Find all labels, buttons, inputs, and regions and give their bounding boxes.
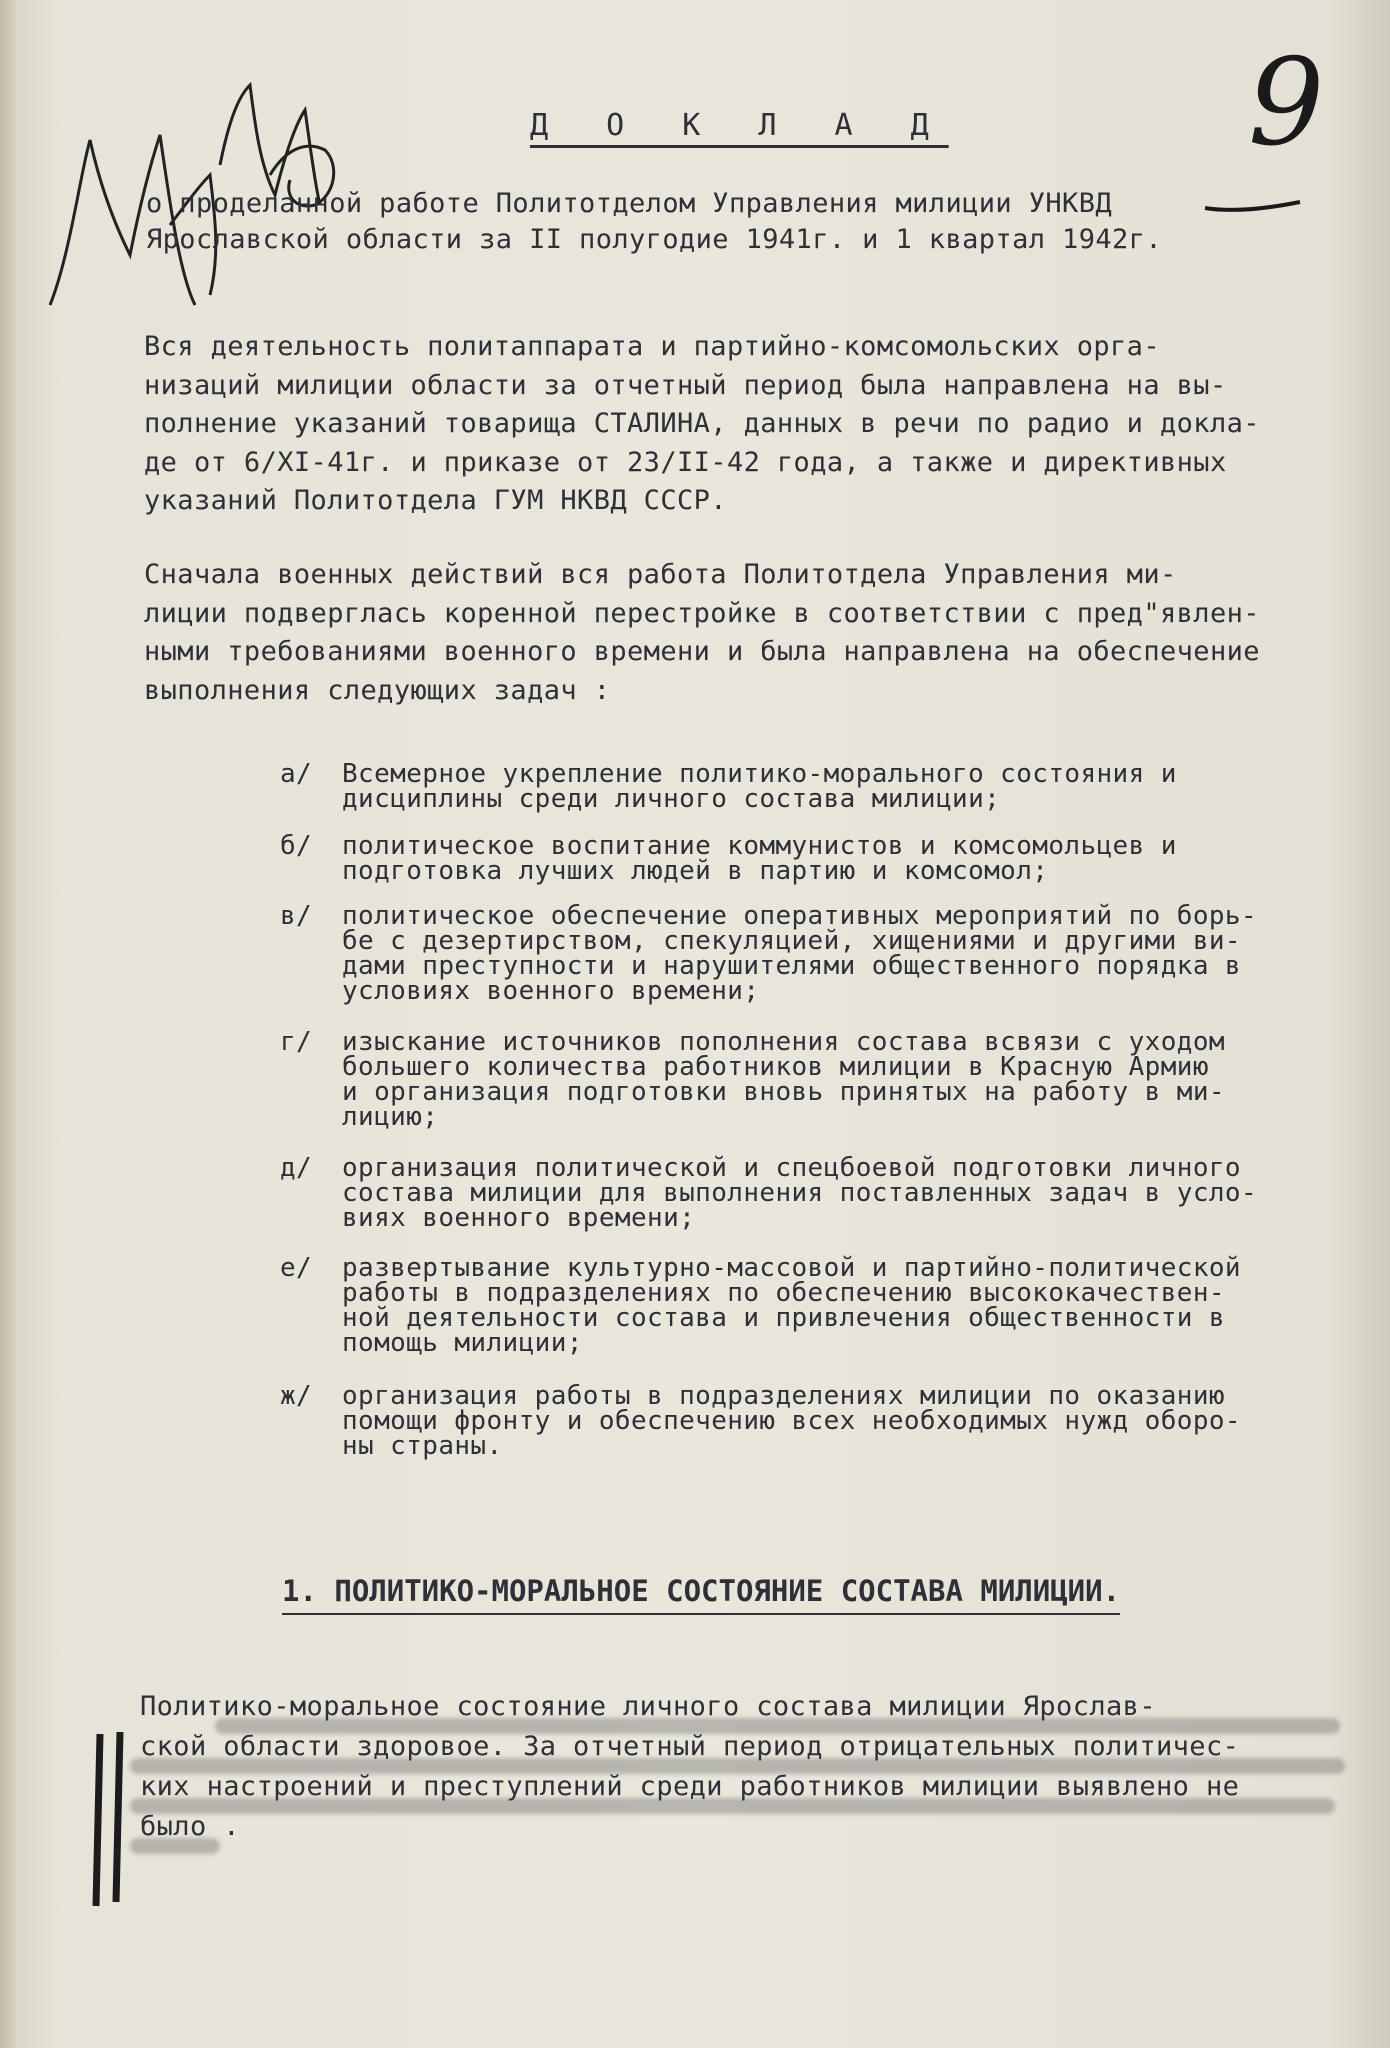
- task-line: большего количества работников милиции в Красную Армию: [342, 1052, 1209, 1082]
- task-line: Всемерное укрепление политико-морального состояния и: [342, 759, 1177, 789]
- text-line: лиции подверглась коренной перестройке в соответствии с пред"явлен-: [144, 597, 1260, 629]
- paragraph-intro: [144, 328, 1260, 521]
- margin-double-bar: [88, 1730, 138, 1910]
- task-line: ной деятельности состава и привлечения общественности в: [342, 1303, 1225, 1333]
- text-line: Политико-моральное состояние личного состава милиции Ярослав-: [140, 1691, 1156, 1722]
- text-line: выполнения следующих задач :: [144, 674, 611, 706]
- text-line: полнение указаний товарища СТАЛИНА, данных в речи по радио и докла-: [144, 408, 1260, 439]
- task-line: изыскание источников пополнения состава всвязи с уходом: [342, 1027, 1225, 1057]
- task-line: работы в подразделениях по обеспечению высококачествен-: [342, 1278, 1225, 1308]
- task-label: в/: [280, 901, 313, 931]
- task-line: дисциплины среди личного состава милиции;: [342, 784, 1001, 814]
- task-line: состава милиции для выполнения поставленных задач в усло-: [342, 1178, 1258, 1208]
- task-label: а/: [280, 759, 313, 789]
- task-label: б/: [280, 831, 313, 861]
- task-line: помощи фронту и обеспечению всех необходимых нужд оборо-: [342, 1406, 1241, 1436]
- task-label: е/: [280, 1253, 313, 1283]
- task-label: д/: [280, 1153, 313, 1183]
- text-line: низаций милиции области за отчетный период была направлена на вы-: [144, 369, 1227, 401]
- document-title: Д О К Л А Д: [530, 108, 949, 143]
- text-line: ской области здоровое. За отчетный период отрицательных политичес-: [140, 1731, 1240, 1762]
- task-line: бе с дезертирством, спекуляцией, хищениями и другими ви-: [342, 926, 1241, 956]
- subtitle-line: Ярославской области за II полугодие 1941г. и 1 квартал 1942г.: [146, 224, 1162, 255]
- task-label: г/: [280, 1027, 313, 1057]
- handwritten-signature: [20, 55, 350, 315]
- text-line: Сначала военных действий вся работа Политотдела Управления ми-: [144, 559, 1177, 590]
- task-line: политическое воспитание коммунистов и комсомольцев и: [342, 831, 1177, 861]
- text-line: ких настроений и преступлений среди работников милиции выявлено не: [140, 1771, 1240, 1802]
- task-line: дами преступности и нарушителями общественного порядка в: [342, 951, 1241, 981]
- paragraph-tasks-intro: [144, 556, 1260, 710]
- page-number-stroke: [1200, 190, 1310, 220]
- document-subtitle: [146, 186, 1162, 258]
- task-line: организация работы в подразделениях милиции по оказанию: [342, 1381, 1225, 1411]
- task-line: виях военного времени;: [342, 1203, 696, 1233]
- section-heading: 1. ПОЛИТИКО-МОРАЛЬНОЕ СОСТОЯНИЕ СОСТАВА МИЛИЦИИ.: [282, 1574, 1121, 1608]
- task-line: помощь милиции;: [342, 1328, 583, 1358]
- task-label: ж/: [280, 1381, 313, 1411]
- text-line: указаний Политотдела ГУМ НКВД СССР.: [144, 485, 727, 516]
- task-line: подготовка лучших людей в партию и комсомол;: [342, 856, 1049, 886]
- task-line: условиях военного времени;: [342, 976, 760, 1006]
- task-line: организация политической и спецбоевой подготовки личного: [342, 1153, 1241, 1183]
- task-line: лицию;: [342, 1102, 439, 1132]
- task-line: развертывание культурно-массовой и партийно-политической: [342, 1253, 1241, 1283]
- text-line: ными требованиями военного времени и была направлена на обеспечение: [144, 636, 1260, 667]
- task-line: ны страны.: [342, 1431, 503, 1461]
- text-line: было .: [140, 1811, 240, 1842]
- task-line: и организация подготовки вновь принятых на работу в ми-: [342, 1077, 1225, 1107]
- subtitle-line: о проделанной работе Политотделом Управления милиции УНКВД: [146, 188, 1113, 219]
- page-number: 9: [1248, 34, 1325, 173]
- task-line: политическое обеспечение оперативных мероприятий по борь-: [342, 901, 1258, 931]
- paragraph-moral-state: [140, 1687, 1239, 1847]
- text-line: Вся деятельность политаппарата и партийно-комсомольских орга-: [144, 331, 1160, 362]
- text-line: де от 6/XI-41г. и приказе от 23/II-42 года, а также и директивных: [144, 446, 1227, 478]
